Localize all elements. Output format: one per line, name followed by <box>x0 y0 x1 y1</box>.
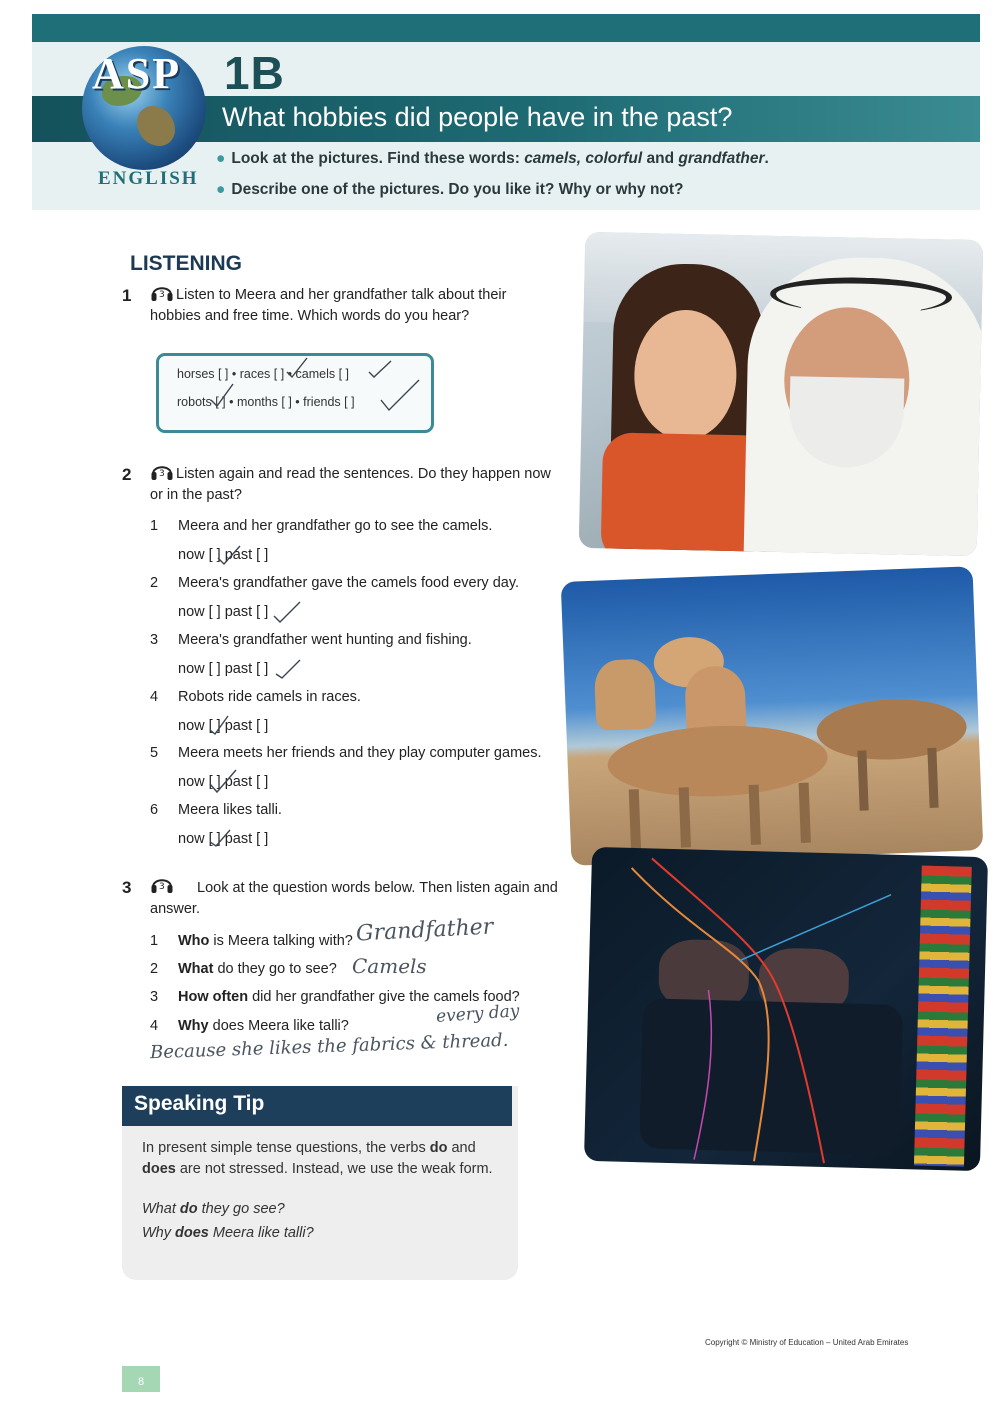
question-word: What <box>178 961 214 977</box>
sentence-item <box>150 518 492 534</box>
item-number: 1 <box>150 518 159 534</box>
item-number: 3 <box>150 632 159 648</box>
now-past-options: now [ ] past [ ] <box>178 547 269 563</box>
photo-weaving-hands <box>584 847 988 1171</box>
question-item <box>150 989 520 1005</box>
tip-bold: do <box>179 1201 198 1217</box>
tip-text: What <box>142 1201 180 1217</box>
bullet-dot-icon: ● <box>216 181 226 198</box>
headphones-icon <box>150 874 174 894</box>
photo-camels <box>561 566 984 866</box>
logo-subtitle: ENGLISH <box>98 168 199 189</box>
section-heading-listening: LISTENING <box>130 252 243 275</box>
sentence-text: Robots ride camels in races. <box>178 689 361 705</box>
exercise-instruction: Listen to Meera and her grandfather talk about their <box>176 287 507 303</box>
tick-mark-icon <box>276 660 300 678</box>
sentence-text: Meera's grandfather went hunting and fishing. <box>178 632 472 648</box>
handwritten-ticks <box>159 356 431 430</box>
headphones-icon <box>150 461 174 481</box>
track-number: 3 <box>159 469 165 479</box>
lesson-number: 1B <box>224 47 285 99</box>
tip-text-line <box>142 1159 493 1180</box>
item-number: 1 <box>150 933 159 949</box>
item-number: 3 <box>150 989 159 1005</box>
globe-land-shape <box>137 106 175 146</box>
camel-body <box>606 722 829 800</box>
now-past-options: now [ ] past [ ] <box>178 604 269 620</box>
question-word: How often <box>178 989 249 1005</box>
exercise-number: 2 <box>122 465 132 484</box>
exercise-instruction: hobbies and free time. Which words do you hear? <box>150 308 470 324</box>
tick-mark-icon <box>381 380 419 410</box>
threads-drawing <box>584 847 988 1171</box>
handwritten-ticks <box>170 540 330 850</box>
camel-leg <box>799 783 811 843</box>
bullet-text: Describe one of the pictures. Do you like it? Why or why not? <box>231 181 684 198</box>
camel-leg <box>749 785 761 845</box>
exercise-number: 3 <box>122 878 132 897</box>
now-past-options: now [ ] past [ ] <box>178 831 269 847</box>
item-number: 4 <box>150 689 159 705</box>
tip-bold: do <box>429 1140 448 1156</box>
page-title: What hobbies did people have in the past? <box>222 102 733 132</box>
track-number: 3 <box>159 290 165 300</box>
bullet-keywords: camels, colorful <box>524 150 643 167</box>
tip-text: In present simple tense questions, the verbs <box>142 1140 430 1156</box>
instruction-bullet-2 <box>216 181 684 199</box>
tick-mark-icon <box>210 716 228 734</box>
tip-text: are not stressed. Instead, we use the weak form. <box>175 1161 493 1177</box>
question-item <box>150 961 337 977</box>
handwritten-answer-3: every day <box>435 1001 521 1027</box>
tick-mark-icon <box>210 830 230 846</box>
tick-mark-icon <box>274 602 300 622</box>
now-past-options: now [ ] past [ ] <box>178 718 269 734</box>
headphones-icon <box>150 282 174 302</box>
item-number: 4 <box>150 1018 159 1034</box>
camel-head <box>594 658 657 730</box>
copyright-notice: Copyright © Ministry of Education – United Arab Emirates <box>705 1338 909 1347</box>
tick-mark-icon <box>218 546 240 564</box>
word-row: horses [ ] • races [ ] • camels [ ] <box>177 367 349 381</box>
bullet-text: Look at the pictures. Find these words: <box>231 150 525 167</box>
word-row: robots [ ] • months [ ] • friends [ ] <box>177 395 355 409</box>
question-word: Who <box>178 933 210 949</box>
track-number: 3 <box>159 882 165 892</box>
tick-mark-icon <box>211 384 233 406</box>
camel-leg <box>679 787 691 847</box>
handwritten-answer-1: Grandfather <box>355 914 494 947</box>
photo-girl-and-grandfather <box>579 232 984 556</box>
tick-mark-icon <box>210 770 236 792</box>
item-number: 2 <box>150 961 159 977</box>
header-top-band <box>32 14 980 42</box>
camel-leg <box>629 789 641 849</box>
now-past-options: now [ ] past [ ] <box>178 661 269 677</box>
item-number: 2 <box>150 575 159 591</box>
exercise-instruction: or in the past? <box>150 487 242 503</box>
exercise-instruction: Look at the question words below. Then listen again and <box>197 880 558 896</box>
item-number: 5 <box>150 745 159 761</box>
question-text: did her grandfather give the camels food? <box>248 989 520 1005</box>
tip-text-line <box>142 1138 476 1159</box>
camel-leg <box>857 750 868 810</box>
camel-body <box>816 697 968 763</box>
handwritten-answer-2: Camels <box>352 954 427 978</box>
tip-example <box>142 1223 314 1244</box>
tip-text: they go see? <box>197 1201 285 1217</box>
tip-bold: does <box>175 1225 209 1241</box>
tick-mark-icon <box>369 361 391 377</box>
camel-leg <box>927 748 938 808</box>
bullet-keyword: grandfather <box>678 150 765 167</box>
item-number: 6 <box>150 802 159 818</box>
tip-example <box>142 1199 285 1220</box>
question-item <box>150 1018 349 1034</box>
page-number: 8 <box>138 1376 145 1388</box>
tick-mark-icon <box>287 358 307 377</box>
bullet-text: and <box>642 150 679 167</box>
instruction-bullet-1 <box>216 150 769 168</box>
tip-text: and <box>447 1140 476 1156</box>
speaking-tip-title: Speaking Tip <box>134 1092 265 1115</box>
question-word: Why <box>178 1018 209 1034</box>
now-past-options: now [ ] past [ ] <box>178 774 269 790</box>
exercise-instruction: answer. <box>150 901 200 917</box>
sentence-text: Meera's grandfather gave the camels food every day. <box>178 575 520 591</box>
tip-bold: does <box>142 1161 176 1177</box>
bullet-text: . <box>764 150 769 167</box>
question-item <box>150 933 353 949</box>
question-text: is Meera talking with? <box>209 933 353 949</box>
exercise-number: 1 <box>122 286 132 305</box>
tip-text: Meera like talli? <box>208 1225 314 1241</box>
logo-text: ASP <box>92 49 182 98</box>
handwritten-answer-4: Because she likes the fabrics & thread. <box>149 1029 509 1064</box>
sentence-text: Meera meets her friends and they play computer games. <box>178 745 542 761</box>
exercise-instruction: Listen again and read the sentences. Do they happen now <box>176 466 551 482</box>
tip-text: Why <box>142 1225 176 1241</box>
word-choice-box <box>156 353 434 433</box>
sentence-text: Meera likes talli. <box>178 802 282 818</box>
bullet-dot-icon: ● <box>216 150 226 167</box>
sentence-text: Meera and her grandfather go to see the camels. <box>178 518 493 534</box>
question-text: do they go to see? <box>213 961 337 977</box>
question-text: does Meera like talli? <box>208 1018 349 1034</box>
